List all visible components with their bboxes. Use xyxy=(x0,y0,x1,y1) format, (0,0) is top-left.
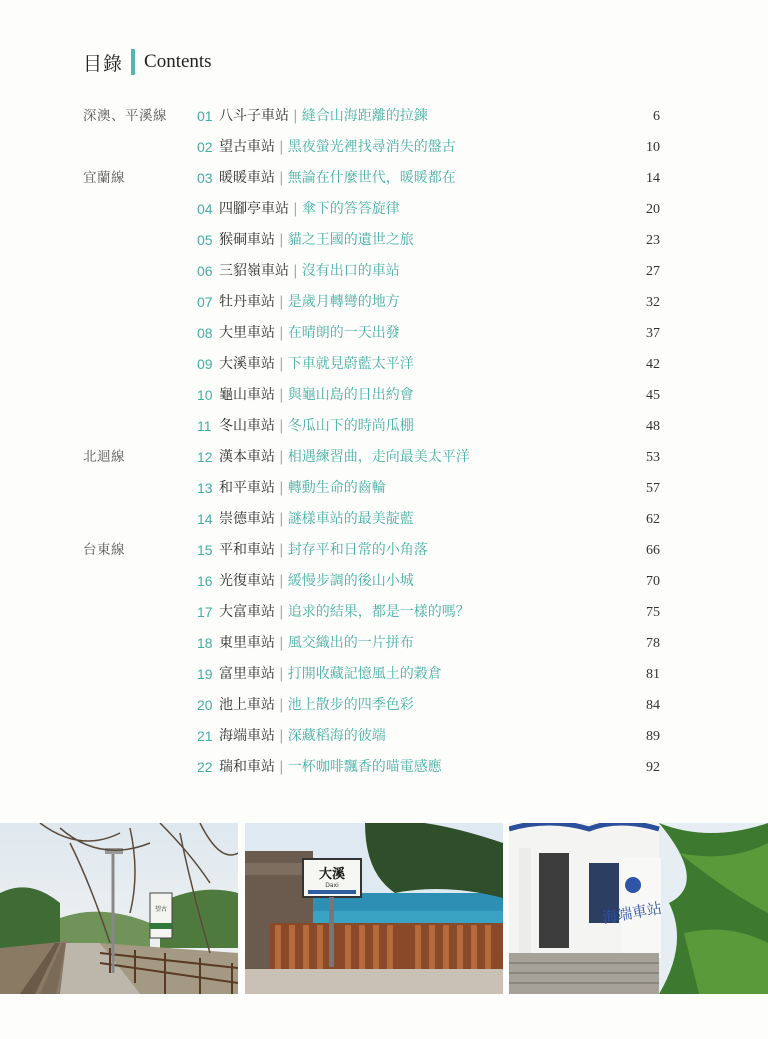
toc-station-name: 大富車站 xyxy=(219,604,275,620)
toc-entry-number: 14 xyxy=(197,511,213,527)
toc-entry-number: 07 xyxy=(197,294,213,310)
toc-station-group xyxy=(219,659,442,690)
toc-separator: | xyxy=(279,387,284,403)
toc-station-name: 望古車站 xyxy=(219,139,275,155)
toc-entry-number: 01 xyxy=(197,108,213,124)
toc-station-name: 和平車站 xyxy=(219,480,275,496)
toc-entry-number: 18 xyxy=(197,635,213,651)
toc-subtitle: 池上散步的四季色彩 xyxy=(287,697,414,713)
toc-entry[interactable] xyxy=(0,256,768,287)
toc-subtitle: 轉動生命的齒輪 xyxy=(287,480,386,496)
toc-separator: | xyxy=(293,263,298,279)
toc-station-group xyxy=(219,318,400,349)
toc-separator: | xyxy=(279,573,284,589)
toc-entry[interactable] xyxy=(0,442,768,473)
toc-entry[interactable] xyxy=(0,628,768,659)
toc-subtitle: 縫合山海距離的拉鍊 xyxy=(301,108,428,124)
toc-entry[interactable] xyxy=(0,690,768,721)
photo-railway-platform xyxy=(0,823,238,994)
toc-entry-number: 19 xyxy=(197,666,213,682)
toc-section-label: 台東線 xyxy=(83,542,125,558)
toc-station-name: 猴硐車站 xyxy=(219,232,275,248)
toc-entry-number: 05 xyxy=(197,232,213,248)
toc-page-number: 92 xyxy=(646,760,660,775)
toc-subtitle: 傘下的答答旋律 xyxy=(301,201,400,217)
toc-station-name: 冬山車站 xyxy=(219,418,275,434)
toc-station-name: 大溪車站 xyxy=(219,356,275,372)
toc-station-group xyxy=(219,132,456,163)
toc-entry-number: 13 xyxy=(197,480,213,496)
toc-page-number: 89 xyxy=(646,729,660,744)
toc-station-group xyxy=(219,566,414,597)
toc-station-name: 東里車站 xyxy=(219,635,275,651)
toc-separator: | xyxy=(279,759,284,775)
toc-section-label: 北迴線 xyxy=(83,449,125,465)
toc-entry[interactable] xyxy=(0,349,768,380)
toc-entry-number: 06 xyxy=(197,263,213,279)
toc-separator: | xyxy=(279,542,284,558)
toc-entry-number: 12 xyxy=(197,449,213,465)
toc-subtitle: 風交織出的一片拼布 xyxy=(287,635,414,651)
toc-subtitle: 一杯咖啡飄香的喵電感應 xyxy=(287,759,442,775)
toc-section-label: 深澳、平溪線 xyxy=(83,108,167,124)
toc-subtitle: 是歲月轉彎的地方 xyxy=(287,294,400,310)
toc-page-number: 37 xyxy=(646,326,660,341)
toc-entry-number: 22 xyxy=(197,759,213,775)
toc-entry[interactable] xyxy=(0,163,768,194)
toc-page-number: 75 xyxy=(646,605,660,620)
toc-separator: | xyxy=(279,728,284,744)
toc-page-number: 32 xyxy=(646,295,660,310)
toc-station-name: 瑞和車站 xyxy=(219,759,275,775)
toc-page-number: 66 xyxy=(646,543,660,558)
header-title-zh: 目錄 xyxy=(83,52,124,75)
toc-separator: | xyxy=(279,232,284,248)
toc-separator: | xyxy=(279,511,284,527)
toc-station-name: 富里車站 xyxy=(219,666,275,682)
toc-entry[interactable] xyxy=(0,132,768,163)
toc-entry[interactable] xyxy=(0,101,768,132)
toc-entry[interactable] xyxy=(0,535,768,566)
toc-entry-number: 10 xyxy=(197,387,213,403)
toc-page-number: 84 xyxy=(646,698,660,713)
toc-separator: | xyxy=(279,449,284,465)
toc-station-name: 牡丹車站 xyxy=(219,294,275,310)
header-accent-bar xyxy=(131,49,135,75)
toc-entry[interactable] xyxy=(0,318,768,349)
toc-subtitle: 謎樣車站的最美靛藍 xyxy=(287,511,414,527)
header-title-en: Contents xyxy=(144,51,212,72)
toc-entry-number: 09 xyxy=(197,356,213,372)
photo-haiduan-station xyxy=(509,823,768,994)
toc-section-label: 宜蘭線 xyxy=(83,170,125,186)
toc-subtitle: 封存平和日常的小角落 xyxy=(287,542,428,558)
toc-entry-number: 11 xyxy=(197,418,212,434)
toc-station-group xyxy=(219,442,470,473)
toc-entry-number: 20 xyxy=(197,697,213,713)
photo-strip xyxy=(0,823,768,994)
toc-station-group xyxy=(219,287,400,318)
toc-entry-number: 17 xyxy=(197,604,213,620)
toc-station-group xyxy=(219,349,414,380)
toc-entry-number: 04 xyxy=(197,201,213,217)
toc-entry-number: 03 xyxy=(197,170,213,186)
toc-entry[interactable] xyxy=(0,225,768,256)
toc-station-group xyxy=(219,380,414,411)
toc-station-group xyxy=(219,473,386,504)
toc-separator: | xyxy=(279,666,284,682)
p2-sign-zh: 大溪 xyxy=(318,867,346,882)
toc-page-number: 81 xyxy=(646,667,660,682)
toc-page-number: 6 xyxy=(653,109,660,124)
toc-page-number: 23 xyxy=(646,233,660,248)
p2-sign-en: Daxi xyxy=(325,882,339,889)
toc-separator: | xyxy=(279,170,284,186)
toc-station-name: 漢本車站 xyxy=(219,449,275,465)
toc-entry[interactable] xyxy=(0,411,768,442)
toc-station-group xyxy=(219,163,456,194)
toc-station-group xyxy=(219,535,428,566)
toc-page-number: 62 xyxy=(646,512,660,527)
toc-page-number: 45 xyxy=(646,388,660,403)
toc-station-group xyxy=(219,194,400,225)
toc-subtitle: 黑夜螢光裡找尋消失的盤古 xyxy=(287,139,456,155)
toc-subtitle: 打開收藏記憶風土的穀倉 xyxy=(287,666,442,682)
toc-separator: | xyxy=(279,139,284,155)
table-of-contents xyxy=(0,101,768,783)
toc-entry-number: 15 xyxy=(197,542,213,558)
toc-station-name: 三貂嶺車站 xyxy=(219,263,289,279)
toc-entry[interactable] xyxy=(0,473,768,504)
toc-subtitle: 追求的結果，都是一樣的嗎？ xyxy=(287,604,470,620)
toc-station-group xyxy=(219,256,400,287)
toc-station-name: 平和車站 xyxy=(219,542,275,558)
toc-station-name: 龜山車站 xyxy=(219,387,275,403)
toc-station-group xyxy=(219,752,442,783)
toc-subtitle: 冬瓜山下的時尚瓜棚 xyxy=(287,418,414,434)
toc-subtitle: 下車就見蔚藍太平洋 xyxy=(287,356,414,372)
toc-station-group xyxy=(219,628,414,659)
toc-station-group xyxy=(219,721,386,752)
toc-page-number: 78 xyxy=(646,636,660,651)
toc-entry[interactable] xyxy=(0,287,768,318)
toc-page-number: 42 xyxy=(646,357,660,372)
toc-page-number: 70 xyxy=(646,574,660,589)
toc-subtitle: 在晴朗的一天出發 xyxy=(287,325,400,341)
toc-entry[interactable] xyxy=(0,659,768,690)
toc-entry[interactable] xyxy=(0,504,768,535)
toc-station-name: 八斗子車站 xyxy=(219,108,289,124)
toc-page-number: 48 xyxy=(646,419,660,434)
toc-subtitle: 沒有出口的車站 xyxy=(301,263,400,279)
toc-station-name: 池上車站 xyxy=(219,697,275,713)
toc-entry[interactable] xyxy=(0,597,768,628)
toc-separator: | xyxy=(279,697,284,713)
toc-separator: | xyxy=(279,325,284,341)
header xyxy=(83,48,212,76)
toc-page-number: 10 xyxy=(646,140,660,155)
p3-sign-text: 海端車站 xyxy=(601,899,664,928)
p1-sign-text: 望古 xyxy=(154,906,168,913)
toc-station-group xyxy=(219,597,470,628)
toc-entry[interactable] xyxy=(0,752,768,783)
toc-separator: | xyxy=(279,635,284,651)
toc-station-name: 大里車站 xyxy=(219,325,275,341)
toc-subtitle: 緩慢步調的後山小城 xyxy=(287,573,414,589)
toc-separator: | xyxy=(279,604,284,620)
toc-station-name: 四腳亭車站 xyxy=(219,201,289,217)
toc-page-number: 53 xyxy=(646,450,660,465)
toc-entry[interactable] xyxy=(0,194,768,225)
toc-station-group xyxy=(219,411,414,442)
toc-separator: | xyxy=(293,201,298,217)
toc-entry-number: 02 xyxy=(197,139,213,155)
toc-entry[interactable] xyxy=(0,380,768,411)
toc-station-group xyxy=(219,690,414,721)
toc-separator: | xyxy=(279,480,284,496)
toc-separator: | xyxy=(293,108,298,124)
toc-entry-number: 21 xyxy=(197,728,213,744)
photo-daxi-station xyxy=(245,823,503,994)
toc-page-number: 57 xyxy=(646,481,660,496)
toc-page-number: 20 xyxy=(646,202,660,217)
toc-subtitle: 深藏稻海的彼端 xyxy=(287,728,386,744)
toc-station-group xyxy=(219,504,414,535)
toc-page-number: 27 xyxy=(646,264,660,279)
toc-page-number: 14 xyxy=(646,171,660,186)
toc-station-group xyxy=(219,101,428,132)
toc-subtitle: 貓之王國的遺世之旅 xyxy=(287,232,414,248)
toc-entry-number: 16 xyxy=(197,573,213,589)
toc-subtitle: 相遇練習曲，走向最美太平洋 xyxy=(287,449,470,465)
toc-station-name: 光復車站 xyxy=(219,573,275,589)
toc-station-name: 崇德車站 xyxy=(219,511,275,527)
toc-entry[interactable] xyxy=(0,721,768,752)
toc-station-group xyxy=(219,225,414,256)
toc-entry[interactable] xyxy=(0,566,768,597)
toc-subtitle: 無論在什麼世代，暖暖都在 xyxy=(287,170,456,186)
toc-separator: | xyxy=(279,418,284,434)
toc-station-name: 海端車站 xyxy=(219,728,275,744)
toc-entry-number: 08 xyxy=(197,325,213,341)
toc-station-name: 暖暖車站 xyxy=(219,170,275,186)
toc-subtitle: 與龜山島的日出約會 xyxy=(287,387,414,403)
toc-separator: | xyxy=(279,356,284,372)
toc-separator: | xyxy=(279,294,284,310)
